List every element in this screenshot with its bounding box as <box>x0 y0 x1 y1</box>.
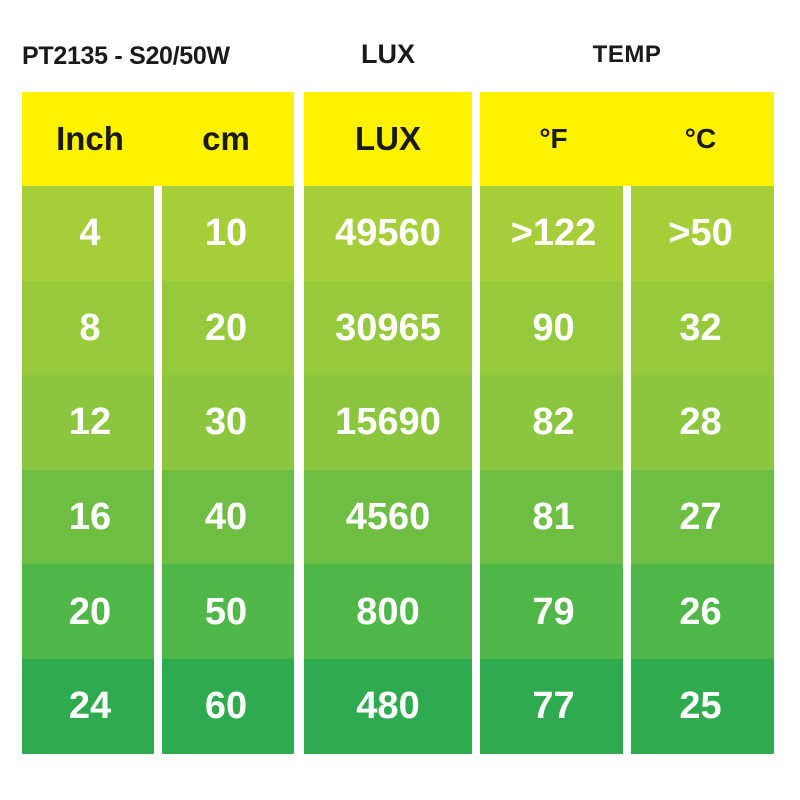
cell-inch: 4 <box>79 212 101 255</box>
cell-inch: 20 <box>68 590 112 633</box>
cell-cm: 20 <box>204 306 248 349</box>
table-row <box>480 375 774 470</box>
table-row <box>480 659 774 754</box>
table-row <box>304 470 472 565</box>
cell-fahrenheit: 90 <box>532 306 575 349</box>
table-row <box>22 281 294 376</box>
header-fahrenheit: °F <box>539 123 568 154</box>
cell-celsius: >50 <box>668 212 733 255</box>
table-row <box>480 186 774 281</box>
header-inch: Inch <box>56 120 124 157</box>
lux-header-row <box>304 92 472 186</box>
table-row <box>22 186 294 281</box>
header-celsius: °C <box>684 123 717 154</box>
cell-celsius: 25 <box>679 685 722 728</box>
distance-group <box>22 92 294 754</box>
table-row <box>22 470 294 565</box>
table-row <box>304 659 472 754</box>
cell-inch: 24 <box>68 685 112 728</box>
cell-celsius: 26 <box>679 590 722 633</box>
cell-lux: 4560 <box>345 496 431 539</box>
cell-fahrenheit: 81 <box>532 496 575 539</box>
cell-lux: 49560 <box>335 212 441 255</box>
cell-celsius: 27 <box>679 496 722 539</box>
column-separator <box>154 375 162 470</box>
distance-header-row <box>22 92 294 186</box>
column-separator <box>623 470 631 565</box>
cell-lux: 800 <box>356 590 420 633</box>
cell-lux: 30965 <box>335 306 441 349</box>
cell-fahrenheit: 79 <box>532 590 575 633</box>
cell-cm: 10 <box>204 212 248 255</box>
lux-body <box>304 186 472 754</box>
temp-group <box>480 92 774 754</box>
temp-body <box>480 186 774 754</box>
table-row <box>22 564 294 659</box>
cell-cm: 50 <box>204 590 248 633</box>
cell-celsius: 32 <box>679 306 722 349</box>
cell-fahrenheit: >122 <box>510 212 597 255</box>
cell-lux: 480 <box>356 685 420 728</box>
table-row <box>22 375 294 470</box>
lux-caption: LUX <box>361 39 415 69</box>
cell-inch: 16 <box>68 496 112 539</box>
lux-group <box>304 92 472 754</box>
table-row <box>480 470 774 565</box>
model-caption: PT2135 - S20/50W <box>22 42 230 70</box>
table-row <box>304 375 472 470</box>
cell-fahrenheit: 77 <box>532 685 575 728</box>
column-separator <box>623 564 631 659</box>
table-row <box>22 659 294 754</box>
distance-body <box>22 186 294 754</box>
table-row <box>304 281 472 376</box>
cell-fahrenheit: 82 <box>532 401 575 444</box>
table-row <box>304 564 472 659</box>
cell-cm: 60 <box>204 685 248 728</box>
table-grid <box>0 92 800 754</box>
header-lux: LUX <box>355 120 421 157</box>
column-separator <box>154 470 162 565</box>
table-row <box>304 186 472 281</box>
column-separator <box>154 281 162 376</box>
cell-inch: 12 <box>68 401 112 444</box>
table-row <box>480 281 774 376</box>
cell-cm: 40 <box>204 496 248 539</box>
temp-header-row <box>480 92 774 186</box>
cell-cm: 30 <box>204 401 248 444</box>
column-separator <box>154 659 162 754</box>
column-separator <box>623 281 631 376</box>
temp-caption: TEMP <box>592 41 662 68</box>
table-row <box>480 564 774 659</box>
column-separator <box>623 659 631 754</box>
column-separator <box>154 564 162 659</box>
header-cm: cm <box>202 120 250 157</box>
column-separator <box>623 375 631 470</box>
cell-celsius: 28 <box>679 401 722 444</box>
column-separator <box>154 186 162 281</box>
cell-lux: 15690 <box>335 401 441 444</box>
cell-inch: 8 <box>79 306 101 349</box>
column-separator <box>623 186 631 281</box>
caption-bar <box>0 39 800 86</box>
